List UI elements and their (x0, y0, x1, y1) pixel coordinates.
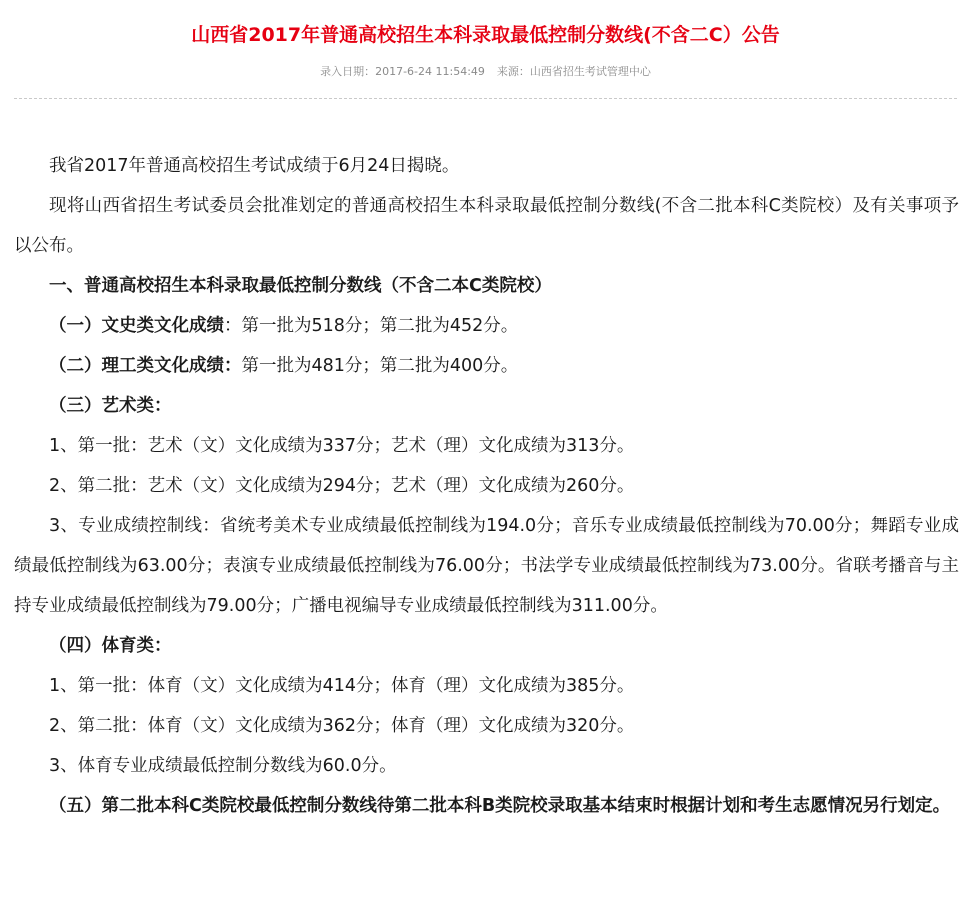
article-title: 山西省2017年普通高校招生本科录取最低控制分数线(不含二C）公告 (191, 24, 780, 46)
article-meta (0, 64, 971, 80)
section-heading-text: 一、普通高校招生本科录取最低控制分数线（不含二本C类院校） (49, 276, 552, 296)
paragraph-intro: 我省2017年普通高校招生考试成绩于6月24日揭晓。 (49, 156, 460, 176)
subsection-science (14, 346, 959, 386)
arts-item-2: 2、第二批：艺术（文）文化成绩为294分；艺术（理）文化成绩为260分。 (49, 476, 635, 496)
subsection-label: （二）理工类文化成绩： (49, 356, 242, 376)
paragraph-announcement: 现将山西省招生考试委员会批准划定的普通高校招生本科录取最低控制分数线(不含二批本科C类院校）及有关事项予以公布。 (14, 196, 959, 256)
sports-item-1: 1、第一批：体育（文）文化成绩为414分；体育（理）文化成绩为385分。 (49, 676, 635, 696)
subsection-text: ：第一批为518分；第二批为452分。 (224, 316, 519, 336)
sports-item-3: 3、体育专业成绩最低控制分数线为60.0分。 (49, 756, 397, 776)
arts-item-3: 3、专业成绩控制线：省统考美术专业成绩最低控制线为194.0分；音乐专业成绩最低控制线为70.00分；舞蹈专业成绩最低控制线为63.00分；表演专业成绩最低控制线为76.00分；书法学专业成绩最低控制线为73.00分。省联考播音与主持专业成绩最低控制线为79.00分；广播电视编导专业成绩最低控制线为311.00分。 (14, 516, 959, 616)
header-divider (14, 98, 957, 99)
sports-item-2: 2、第二批：体育（文）文化成绩为362分；体育（理）文化成绩为320分。 (49, 716, 635, 736)
article-body (14, 146, 959, 826)
subsection-text: （五）第二批本科C类院校最低控制分数线待第二批本科B类院校录取基本结束时根据计划和考生志愿情况另行划定。 (49, 796, 951, 816)
article-source: 来源：山西省招生考试管理中心 (496, 65, 651, 78)
publish-date: 录入日期：2017-6-24 11:54:49 (320, 65, 485, 78)
subsection-label: （一）文史类文化成绩 (49, 316, 224, 336)
subsection-sports (14, 626, 959, 666)
subsection-text: 第一批为481分；第二批为400分。 (241, 356, 519, 376)
section-heading-1 (14, 266, 959, 306)
subsection-c-schools (14, 786, 959, 826)
subsection-label: （三）艺术类： (49, 396, 172, 416)
subsection-arts (14, 386, 959, 426)
subsection-liberal-arts (14, 306, 959, 346)
subsection-label: （四）体育类： (49, 636, 172, 656)
arts-item-1: 1、第一批：艺术（文）文化成绩为337分；艺术（理）文化成绩为313分。 (49, 436, 635, 456)
